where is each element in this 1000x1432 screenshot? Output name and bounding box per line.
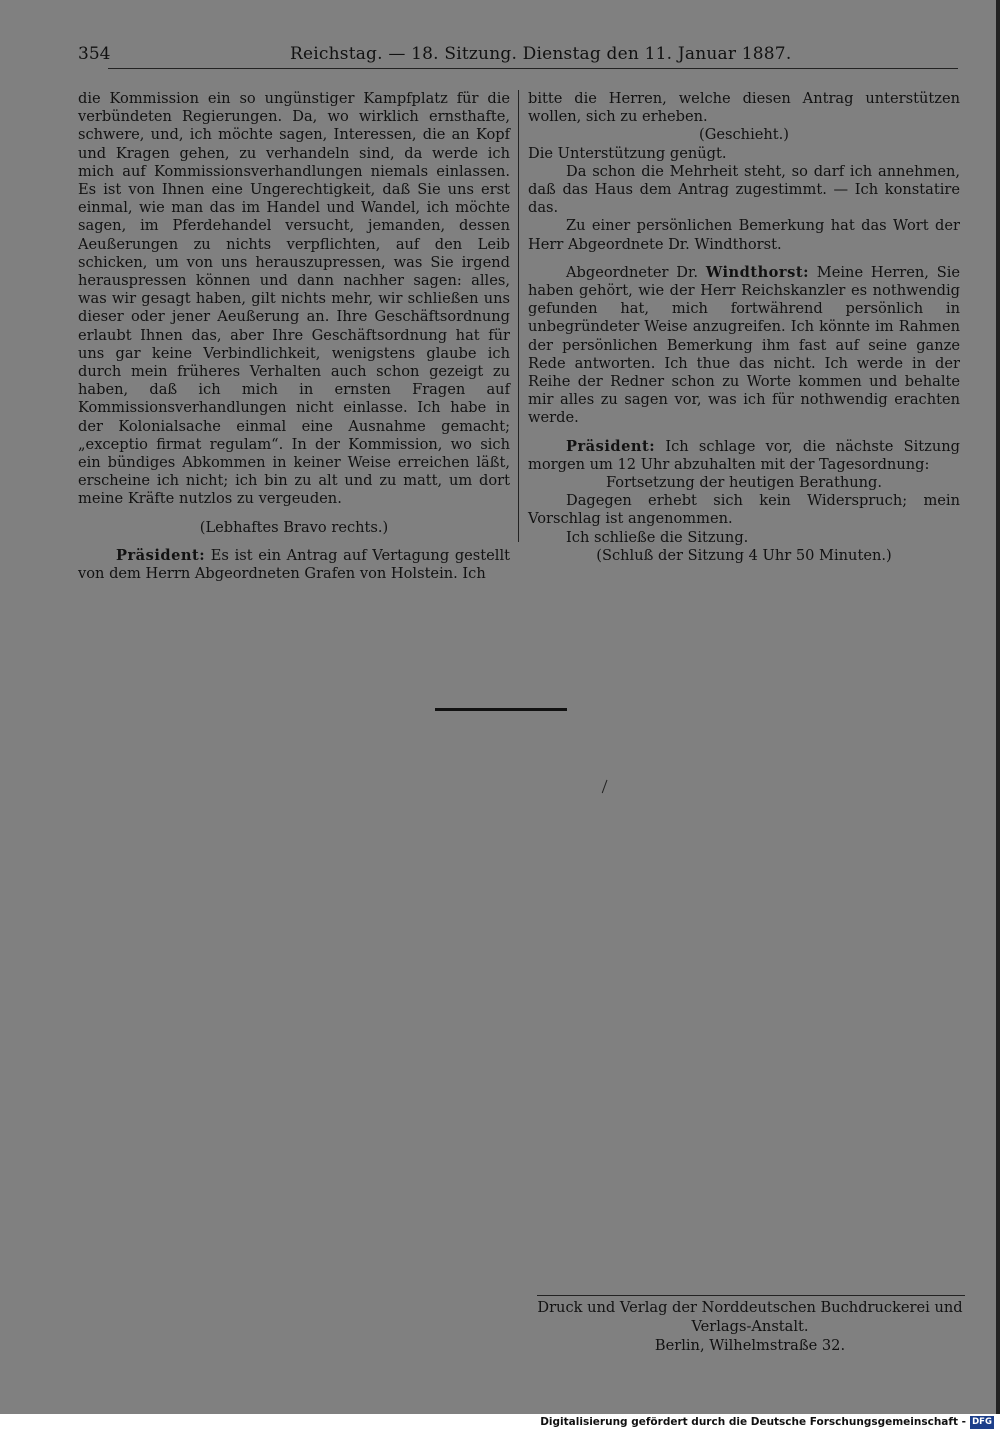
running-head: Reichstag. — 18. Sitzung. Dienstag den 11. Januar 1887. bbox=[290, 44, 792, 64]
imprint-rule bbox=[537, 1295, 965, 1296]
president-speech: Es ist ein Antrag auf Vertagung gestellt von dem Herrn Abgeordneten Grafen von Holstein. Ich bbox=[78, 546, 510, 583]
windthorst-speaker-label: Windthorst: bbox=[705, 263, 809, 281]
windthorst-speech: Meine Herren, Sie haben gehört, wie der Herr Reichskanzler es nothwendig gefunden hat, mich fortwährend persönlich in unbegründeter Weise anzugreifen. Ich könnte im Rahmen der persönlichen Bemerkung ihm fast auf seine ganze Rede antworten. Ich thue das nicht. Ich werde in der Reihe der Redner schon zu Worte kommen und behalte mir alles zu sagen vor, was ich für nothwendig erachten werde. bbox=[528, 263, 961, 427]
left-reaction: (Lebhaftes Bravo rechts.) bbox=[199, 518, 389, 536]
header-rule bbox=[108, 68, 958, 69]
right-reaction: (Geschieht.) bbox=[699, 126, 789, 144]
column-divider bbox=[518, 90, 519, 542]
agenda-item: Fortsetzung der heutigen Berathung. bbox=[605, 474, 883, 492]
windthorst-intro: Abgeordneter Dr. bbox=[566, 263, 699, 281]
dfg-logo-icon: DFG bbox=[970, 1416, 994, 1429]
right-paragraph-3: Da schon die Mehrheit steht, so darf ich annehmen, daß das Haus dem Antrag zugestimmt. — Ich konstatire das. bbox=[528, 162, 960, 217]
left-paragraph-1: die Kommission ein so ungünstiger Kampfplatz für die verbündeten Regierungen. Da, wo wirklich ernsthafte, schwere, und, ich möchte sagen, Interessen, die an Kopf und Kragen gehen, zu verhandeln sind, da werde ich mich auf Kommissionsverhandlungen niemals einlassen. Es ist von Ihnen eine Ungerechtigkeit, daß Sie uns erst einmal, wie man das im Handel und Wandel, ich möchte sagen, im Pferdehandel versucht, jemanden, dessen Aeußerungen zu nichts verpflichten, auf den Leib schicken, um von uns herauszupressen, was Sie irgend herauspressen können und dann nachher sagen: alles, was wir gesagt haben, gilt nichts mehr, wir schließen uns dieser oder jener Aeußerung an. Ihre Geschäftsordnung erlaubt Ihnen das, aber Ihre Geschäftsordnung hat für uns gar keine Verbindlichkeit, wenigstens glaube ich durch mein früheres Verhalten auch schon gezeigt zu haben, daß ich mich in ernsten Fragen auf Kommissionsverhandlungen nicht einlasse. Ich habe in der Kolonialsache einmal eine Ausnahme gemacht; „exceptio firmat regulam“. In der Kommission, wo sich ein bündiges Abkommen in keiner Weise erreichen läßt, erscheine ich nicht; ich bin zu alt und zu matt, um dort meine Kräfte nutzlos zu vergeuden. bbox=[78, 90, 510, 508]
right-paragraph-1: bitte die Herren, welche diesen Antrag unterstützen wollen, sich zu erheben. bbox=[528, 90, 960, 126]
imprint bbox=[530, 1298, 970, 1355]
left-column bbox=[78, 90, 510, 583]
president-speaker-label-2: Präsident: bbox=[566, 437, 656, 455]
president-speech-2: Ich schlage vor, die nächste Sitzung morgen um 12 Uhr abzuhalten mit der Tagesordnung: bbox=[528, 437, 961, 473]
right-paragraph-2: Die Unterstützung genügt. bbox=[528, 144, 727, 162]
right-column bbox=[528, 90, 960, 565]
left-president-paragraph bbox=[78, 547, 510, 583]
right-paragraph-5: Dagegen erhebt sich kein Widerspruch; mein Vorschlag ist angenommen. bbox=[528, 492, 960, 528]
funding-note: Digitalisierung gefördert durch die Deutsche Forschungsgemeinschaft - bbox=[540, 1416, 966, 1428]
closing-rule bbox=[435, 708, 567, 711]
right-president-paragraph bbox=[528, 438, 960, 474]
page-edge-shadow bbox=[996, 0, 1000, 1414]
imprint-line-2: Berlin, Wilhelmstraße 32. bbox=[654, 1337, 846, 1354]
closing-note: (Schluß der Sitzung 4 Uhr 50 Minuten.) bbox=[596, 546, 892, 564]
windthorst-paragraph bbox=[528, 264, 960, 428]
imprint-line-1: Druck und Verlag der Norddeutschen Buchdruckerei und Verlags-Anstalt. bbox=[537, 1299, 963, 1335]
right-paragraph-6: Ich schließe die Sitzung. bbox=[566, 528, 749, 546]
right-paragraph-4: Zu einer persönlichen Bemerkung hat das Wort der Herr Abgeordnete Dr. Windthorst. bbox=[528, 217, 960, 253]
president-speaker-label: Präsident: bbox=[116, 546, 206, 564]
page-number: 354 bbox=[78, 44, 111, 64]
page-header bbox=[78, 44, 958, 70]
footer-strip bbox=[0, 1414, 1000, 1432]
